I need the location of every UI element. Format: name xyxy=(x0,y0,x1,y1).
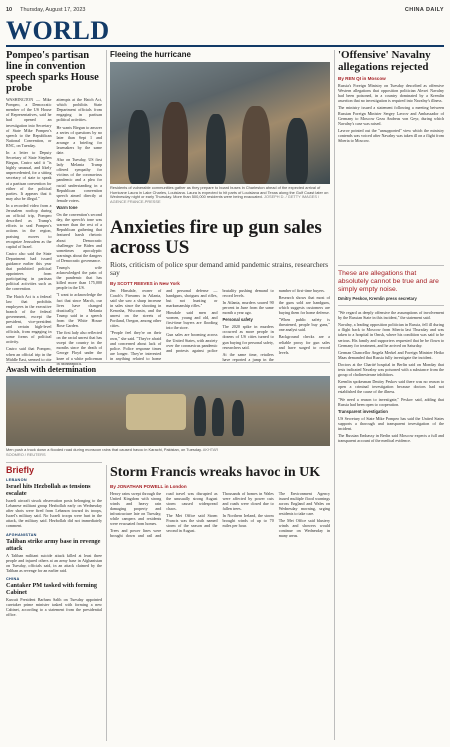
navalny-subhead: Transparent investigation xyxy=(338,408,388,414)
paragraph: Castro also said the State Department had issued guidance earlier this year that prohibited political appointees from participating in partisan political activities such as the convention. xyxy=(6,250,52,292)
navalny-body xyxy=(338,83,444,261)
anxieties-headline[interactable]: Anxieties fire up gun sales across US xyxy=(110,217,322,258)
paragraph: "We need a reason to investigate," Peskov said, adding that Russia had been open to cooperation. xyxy=(338,396,444,407)
paragraph: Castro said that Pompeo, when an official trip in the Middle East, seemed to cite attempts at the Hatch Act, which prohibits State Department officials from engaging in partisan political activities. xyxy=(6,97,102,362)
storm-article xyxy=(110,466,330,741)
paragraph: Kremlin spokesman Dmitry Peskov said there was no reason to open a criminal investigation because doctors had not established the cause of the illness. xyxy=(338,379,444,395)
paragraph: The Russian Embassy in Berlin said Moscow expects a full and transparent account of the medical evidence. xyxy=(338,433,444,444)
page-number: 10 xyxy=(6,7,13,13)
pompeo-body xyxy=(6,97,102,395)
paragraph: "When public safety is threatened, people buy guns," one analyst said. xyxy=(278,317,330,333)
brief-text: A Taliban militant suicide attack killed at least three people and injured others at an army base in Afghanistan on Tuesday, officials said, in an attack claimed by the Taliban as revenge for an earlier raid. xyxy=(6,552,102,573)
page-header xyxy=(6,4,444,16)
paragraph: The Met Office said Storm Francis was the sixth named storm of the season and the second in August. xyxy=(166,513,218,534)
fleeing-caption xyxy=(110,186,330,204)
brief-text: Israeli aircraft struck observation posts belonging to the Lebanese militant group Hezbollah early on Wednesday after shots were fired from Lebanon toward its troops, Israel's military said. No Israeli troops were hurt in the attack, the military said. Hezbollah did not immediately comment. xyxy=(6,498,102,529)
paragraph: In Atlanta, murders soared 90 percent in June from the same month a year ago. xyxy=(222,299,274,316)
paragraph: Jen Hinsdale, owner of Coach's Firearms in Atlanta, said she saw a sharp increase in sales since the shooting in Kenosha, Wisconsin, and the unrest on the streets of Portland, Oregon, among other cities. xyxy=(110,287,162,329)
page-date: Thursday, August 17, 2023 xyxy=(20,7,86,13)
brief-title[interactable]: Israel hits Hezbollah as tensions escalate xyxy=(6,483,91,497)
brief-title[interactable]: Taliban strike army base in revenge attack xyxy=(6,537,101,552)
paragraph: Gun sales are booming across the United States, with anxiety over the coronavirus pandemic and protests against police brutality pushing demand to record levels. xyxy=(166,287,274,353)
storm-body xyxy=(110,491,330,741)
navalny-byline: By REN QI in Moscow xyxy=(338,76,386,82)
section-divider xyxy=(6,362,330,363)
brief-tag: LEBANON xyxy=(6,478,27,482)
paragraph: The Environment Agency issued multiple flood warnings across England and Wales on Wednesday morning, urging residents to take care. xyxy=(278,490,330,517)
navalny-headline[interactable]: 'Offensive' Navalny allegations rejected xyxy=(338,49,431,73)
brief-tag: CHINA xyxy=(6,576,20,581)
column-divider xyxy=(106,50,107,360)
paragraph: Also on Tuesday, US first lady Melania Trump offered sympathy for victims of the coronavirus pandemic and a plea for racial understanding in a Republican convention speech aimed directly at female voters. xyxy=(56,157,102,203)
brief-title[interactable]: Cantaker PM tasked with forming Cabinet xyxy=(6,581,97,596)
paragraph: In a letter to Deputy Secretary of State Stephen Biegun, Castro said it "is highly unusual, and likely unprecedented, for a sitting secretary of state to speak at a partisan convention for either of the political parties. It appears that it may also be illegal." xyxy=(6,150,52,201)
photo-credit: JOSEPH D. / GETTY IMAGES / AGENCE FRANCE-PRESSE xyxy=(110,194,320,204)
brief-item[interactable] xyxy=(6,577,102,617)
pompeo-article xyxy=(6,50,102,400)
paragraph: The ministry issued a statement following a meeting between Russian Foreign Minister Sergey Lavrov and Ambassador of Germany to Moscow Geza Andreas von Geyr, during which Navalny's case was raised. xyxy=(338,105,444,126)
fleeing-kicker: Fleeing the hurricane xyxy=(110,50,191,59)
anxieties-deck: Riots, criticism of police spur demand amid pandemic strains, researchers say xyxy=(110,259,329,278)
brief-tag: AFGHANISTAN xyxy=(6,532,37,537)
hurricane-photo[interactable] xyxy=(110,62,330,184)
paragraph: On the convention's second day, the speech's tone was warmer than the rest of a Republican gathering that featured harsh rhetoric about Democratic challenger Joe Biden and sometimes apocalyptic warnings about the dangers of Democratic governance. xyxy=(56,212,102,263)
paragraph: He wants Biegun to answer a series of questions by no later than Sept 1 and arrange a briefing for lawmakers by the same date. xyxy=(56,124,102,155)
paragraph: "We regard as deeply offensive the assumptions of involvement by the Russian State in this incident," the statement said. xyxy=(338,310,444,321)
quote-attribution: Dmitry Peskov, Kremlin press secretary xyxy=(338,296,417,302)
storm-headline[interactable]: Storm Francis wreaks havoc in UK xyxy=(110,465,321,480)
paragraph: Trump's wife acknowledged the pain of the pandemic that has killed more than 175,000 people in the US. xyxy=(56,264,102,291)
flood-photo[interactable] xyxy=(6,376,330,446)
paragraph: Thousands of homes in Wales were affected by power cuts and roads were closed due to fallen trees. xyxy=(222,490,274,511)
paragraph: The Hatch Act is a federal law that prohibits employees in the executive branch of the federal government, except the president, vice-president and certain high-level officials, from engaging in some forms of political activity. xyxy=(6,293,52,345)
awash-feature xyxy=(6,366,102,374)
brief-item[interactable] xyxy=(6,533,102,573)
paragraph: Research shows that most of the guns sold are handguns, which suggests customers are buying them for home defense. xyxy=(278,294,330,316)
paragraph: Doctors at the Charité hospital in Berlin said on Monday that tests indicated Navalny was poisoned with a substance from the group of cholinesterase inhibitors. xyxy=(338,361,444,378)
brief-text: Kuwait President Barham Salih on Tuesday appointed caretaker prime minister tasked with forming a new Cabinet, according to a statement from the presidential office. xyxy=(6,596,102,618)
paragraph: Trees and power lines were brought down and rail and road travel was disrupted as the unusually strong August storm caused widespread chaos. xyxy=(110,490,218,539)
paragraph: "People feel they're on their own," she said. "They're afraid and concerned about lack of police. Police response times are longer. They're interested in anything related to home and personal defense — handguns, shotguns and rifles, but not hunting or marksmanship rifles." xyxy=(110,287,218,361)
paragraph: WASHINGTON — Mike Pompeo, a Democratic member of the US House of Representatives, said he had opened an investigation into Secretary of State Mike Pompeo's speech to the Republican National Convention, or RNC, on Tuesday. xyxy=(6,97,52,148)
briefly-column xyxy=(6,465,102,741)
paragraph: US Secretary of State Mike Pompeo has said the United States supports a thorough and transparent investigation of the incident. xyxy=(338,415,444,431)
brief-item[interactable] xyxy=(6,478,102,529)
fleeing-feature xyxy=(110,50,330,204)
paragraph: The first lady also reflected on the racial unrest that has swept the country in the months since the death of George Floyd under the knee of a white policeman in Minneapolis. xyxy=(56,330,102,366)
awash-caption xyxy=(6,448,226,457)
paragraph: Russia's Foreign Ministry on Tuesday described as offensive Western allegations that opposition politician Alexei Navalny had been poisoned, in a country dominated by a Kremlin assertion that no investigation is required into Navalny's illness. xyxy=(338,83,444,104)
paragraph: "I want to acknowledge the fact that since March, our lives have changed drastically," Melania Trump said in a speech from the White House Rose Garden. xyxy=(56,292,102,328)
photo-credit: AKHTAR SOOMRO / REUTERS xyxy=(6,447,219,457)
navalny-article xyxy=(338,50,444,690)
column-divider xyxy=(106,465,107,741)
paragraph: At the same time, retailers have reported a jump in the number of first-time buyers. xyxy=(222,287,325,362)
pull-quote xyxy=(338,265,444,306)
anxieties-subhead: Personal safety xyxy=(222,317,253,323)
pompeo-subhead: Warm tone xyxy=(56,204,78,210)
paragraph: In a recorded video from a Jerusalem rooftop during an official trip, Pompeo described as Trump's efforts to seal Pompeo's actions in the region, praising moves to recognize Jerusalem as the capital of Israel. xyxy=(6,202,52,249)
paragraph: Lavrov pointed out the "unsupported" view which the ministry contends was voiced after Navalny was taken ill on a flight from Siberia to Moscow. xyxy=(338,127,444,144)
paragraph: The Met Office said blustery winds and showers would continue on Wednesday in many areas. xyxy=(278,518,330,539)
paragraph: In Northern Ireland, the storm brought winds of up to 70 miles per hour. xyxy=(222,513,274,529)
caption-text: Men push a truck down a flooded road during monsoon rains that caused havoc in Karachi, Pakistan, on Tuesday. xyxy=(6,447,202,452)
paragraph: German Chancellor Angela Merkel and Foreign Minister Heiko Maas demanded that Russia fully investigate the incident. xyxy=(338,349,444,360)
column-divider xyxy=(334,50,335,740)
anxieties-byline: By SCOTT REEVES in New York xyxy=(110,280,180,286)
navalny-body-continued xyxy=(338,310,444,690)
paragraph: Navalny, a leading opposition politician in Russia, fell ill during a flight back to Moscow from Siberia last Thursday and was taken to a hospital in Omsk, where his condition was said to be serious. His family and supporters requested that he be flown to Germany for treatment, and he arrived on Saturday. xyxy=(338,322,444,348)
pompeo-headline[interactable]: Pompeo's partisan line in convention speech sparks House probe xyxy=(6,50,99,95)
awash-headline[interactable]: Awash with determination xyxy=(6,365,97,374)
paragraph: Hinsdale said men and women, young and old, and first-time buyers are flooding into the store. xyxy=(166,310,218,331)
quote-text: These are allegations that absolutely cannot be true and are simply empty noise. xyxy=(338,270,439,294)
section-divider xyxy=(6,462,102,463)
brand-name[interactable]: CHINA DAILY xyxy=(404,7,444,13)
briefly-heading: Briefly xyxy=(6,465,35,475)
section-title: WORLD xyxy=(6,16,110,45)
storm-byline: By JONATHAN POWELL in London xyxy=(110,483,187,489)
paragraph: Heavy rains swept through the United Kingdom with strong winds and heavy rain damaging property and infrastructure late on Tuesday, while campers and residents were evacuated from homes. xyxy=(110,490,162,527)
caption-text: Residents of vulnerable communities gather as they prepare to board buses in Charleston ahead of the expected arrival of Hurricane Laura in Lake Charles, Louisiana. Laura is expected to hit parts of Louisiana and Texas along the Gulf Coast later on Wednesday night or early Thursday. More than 500,000 residents were being evacuated. xyxy=(110,185,329,200)
masthead-rule xyxy=(6,45,444,47)
paragraph: The 2020 spike in murders occurred as more people in dozens of US cities turned to gun buying for personal safety, researchers said. xyxy=(222,324,274,350)
paragraph: Background checks are a reliable proxy for gun sales and have surged to record levels. xyxy=(278,334,330,355)
